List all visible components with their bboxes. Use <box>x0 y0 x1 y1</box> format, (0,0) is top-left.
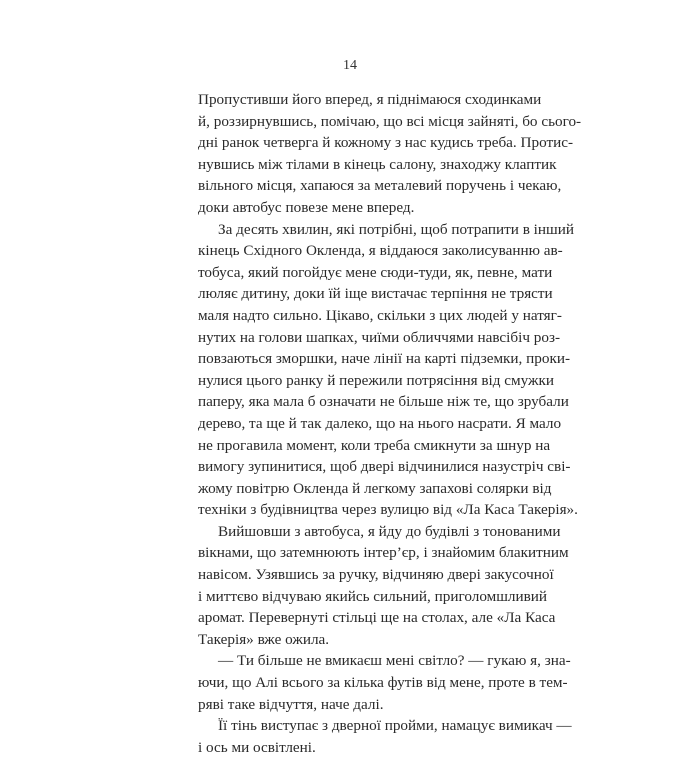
text-line: техніки з будівництва через вулицю від «Ла Каса Такерія». <box>198 501 578 519</box>
text-line: і миттєво відчуваю якийсь сильний, приголомшливий <box>198 587 548 605</box>
text-line: нулися цього ранку й пережили потрясіння від смужки <box>198 371 555 389</box>
text-line: вимогу зупинитися, щоб двері відчинилися назустріч сві- <box>198 458 571 476</box>
text-line: Такерія» вже ожила. <box>198 630 330 648</box>
text-line: дерево, та ще й так далеко, що на нього насрати. Я мало <box>198 414 562 432</box>
text-line: маля надто сильно. Цікаво, скільки з цих людей у натяг- <box>198 306 562 324</box>
text-line: не прогавила момент, коли треба смикнути за шнур на <box>198 436 551 454</box>
text-line: і ось ми освітлені. <box>198 738 316 756</box>
paragraph-4 <box>198 650 571 715</box>
text-line: Вийшовши з автобуса, я йду до будівлі з тонованими <box>218 522 561 540</box>
text-line: За десять хвилин, які потрібні, щоб потрапити в інший <box>218 220 574 238</box>
text-line: й, роззирнувшись, помічаю, що всі місця зайняті, бо сього- <box>198 112 582 130</box>
text-line: Пропустивши його вперед, я піднімаюся сходинками <box>198 91 542 108</box>
text-line: нутих на голови шапках, чиїми обличчями навсібіч роз- <box>198 328 560 346</box>
text-line: кінець Східного Окленда, я віддаюся заколисуванню ав- <box>198 242 563 260</box>
text-line: аромат. Перевернуті стільці ще на столах, але «Ла Каса <box>198 609 556 627</box>
paragraph-3 <box>198 521 569 651</box>
text-line: паперу, яка мала б означати не більше ніж те, що зрубали <box>198 393 569 411</box>
text-line: люляє дитину, доки їй іще вистачає терпіння не трясти <box>198 285 553 303</box>
text-line: ряві таке відчуття, наче далі. <box>198 695 384 713</box>
page-number: 14 <box>343 58 357 73</box>
paragraph-2 <box>198 219 578 521</box>
text-line: Її тінь виступає з дверної пройми, намацує вимикач — <box>218 717 572 735</box>
text-line: — Ти більше не вмикаєш мені світло? — гукаю я, зна- <box>218 652 571 670</box>
body-text <box>198 89 582 758</box>
text-line: повзаються зморшки, наче лінії на карті підземки, проки- <box>198 350 571 368</box>
text-line: навісом. Узявшись за ручку, відчиняю двері закусочної <box>198 566 554 584</box>
paragraph-1 <box>198 89 582 219</box>
text-line: жому повітрю Окленда й легкому запахові солярки від <box>198 479 552 497</box>
text-line: вільного місця, хапаюся за металевий поручень і чекаю, <box>198 177 562 195</box>
paragraph-5 <box>198 715 572 758</box>
text-line: нувшись між тілами в кінець салону, знаходжу клаптик <box>198 155 557 173</box>
text-line: дні ранок четверга й кожному з нас кудись треба. Протис- <box>198 134 574 152</box>
text-line: доки автобус повезе мене вперед. <box>198 198 415 216</box>
text-line: ючи, що Алі всього за кілька футів від мене, проте в тем- <box>198 674 568 692</box>
text-line: вікнами, що затемнюють інтер’єр, і знайомим блакитним <box>198 544 569 562</box>
text-line: тобуса, який погойдує мене сюди-туди, як, певне, мати <box>198 263 553 281</box>
